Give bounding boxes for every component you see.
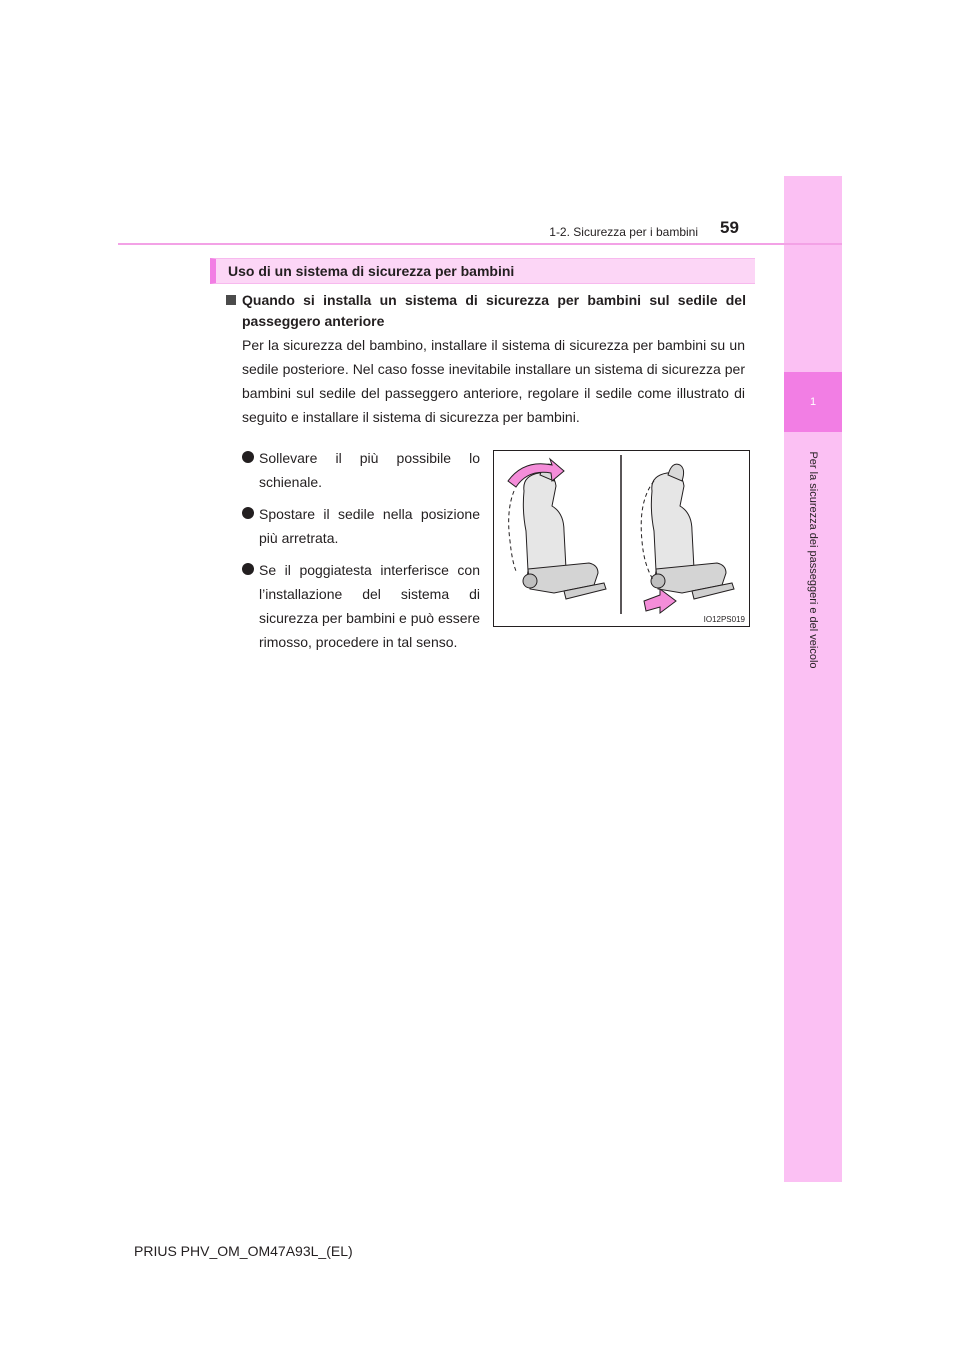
list-item-text: Spostare il sedile nella posizione più arretrata. bbox=[259, 506, 480, 546]
list-item bbox=[242, 502, 480, 550]
bullet-list bbox=[242, 446, 480, 662]
subsection-heading-text: Quando si installa un sistema di sicurezza per bambini sul sedile del passeggero anteriore bbox=[242, 292, 746, 329]
section-title-box bbox=[210, 258, 755, 284]
seat-adjustment-illustration bbox=[493, 450, 750, 627]
chapter-side-tab bbox=[784, 176, 842, 1182]
slide-back-arrow-icon bbox=[644, 589, 676, 613]
seat-right bbox=[651, 464, 734, 599]
chapter-number: 1 bbox=[809, 396, 817, 408]
list-item bbox=[242, 558, 480, 654]
chapter-title: Per la sicurezza dei passeggeri e del veicolo bbox=[807, 451, 819, 669]
header-divider bbox=[118, 243, 842, 245]
page-number: 59 bbox=[720, 218, 739, 237]
figure-code: IO12PS019 bbox=[703, 615, 745, 624]
section-title: Uso di un sistema di sicurezza per bambini bbox=[228, 263, 515, 279]
bullet-dot-icon bbox=[242, 451, 254, 463]
document-id: PRIUS PHV_OM_OM47A93L_(EL) bbox=[134, 1243, 353, 1259]
seat-left bbox=[523, 464, 606, 599]
bullet-dot-icon bbox=[242, 507, 254, 519]
square-bullet-icon bbox=[226, 295, 236, 305]
body-paragraph: Per la sicurezza del bambino, installare il sistema di sicurezza per bambini su un sedile posteriore. Nel caso fosse inevitabile installare un sistema di sicurezza per bambini sul sedile del passeggero anteriore, regolare il sedile come illustrato di seguito e installare il sistema di sicurezza per bambini. bbox=[242, 337, 745, 425]
header-section-title: 1-2. Sicurezza per i bambini bbox=[549, 225, 698, 239]
seat-illustration-graphic bbox=[494, 451, 749, 626]
subsection-heading bbox=[226, 290, 746, 332]
list-item-text: Se il poggiatesta interferisce con l’installazione del sistema di sicurezza per bambini e può essere rimosso, procedere in tal senso. bbox=[259, 562, 481, 650]
bullet-dot-icon bbox=[242, 563, 254, 575]
list-item-text: Sollevare il più possibile lo schienale. bbox=[259, 450, 480, 490]
list-item bbox=[242, 446, 480, 494]
